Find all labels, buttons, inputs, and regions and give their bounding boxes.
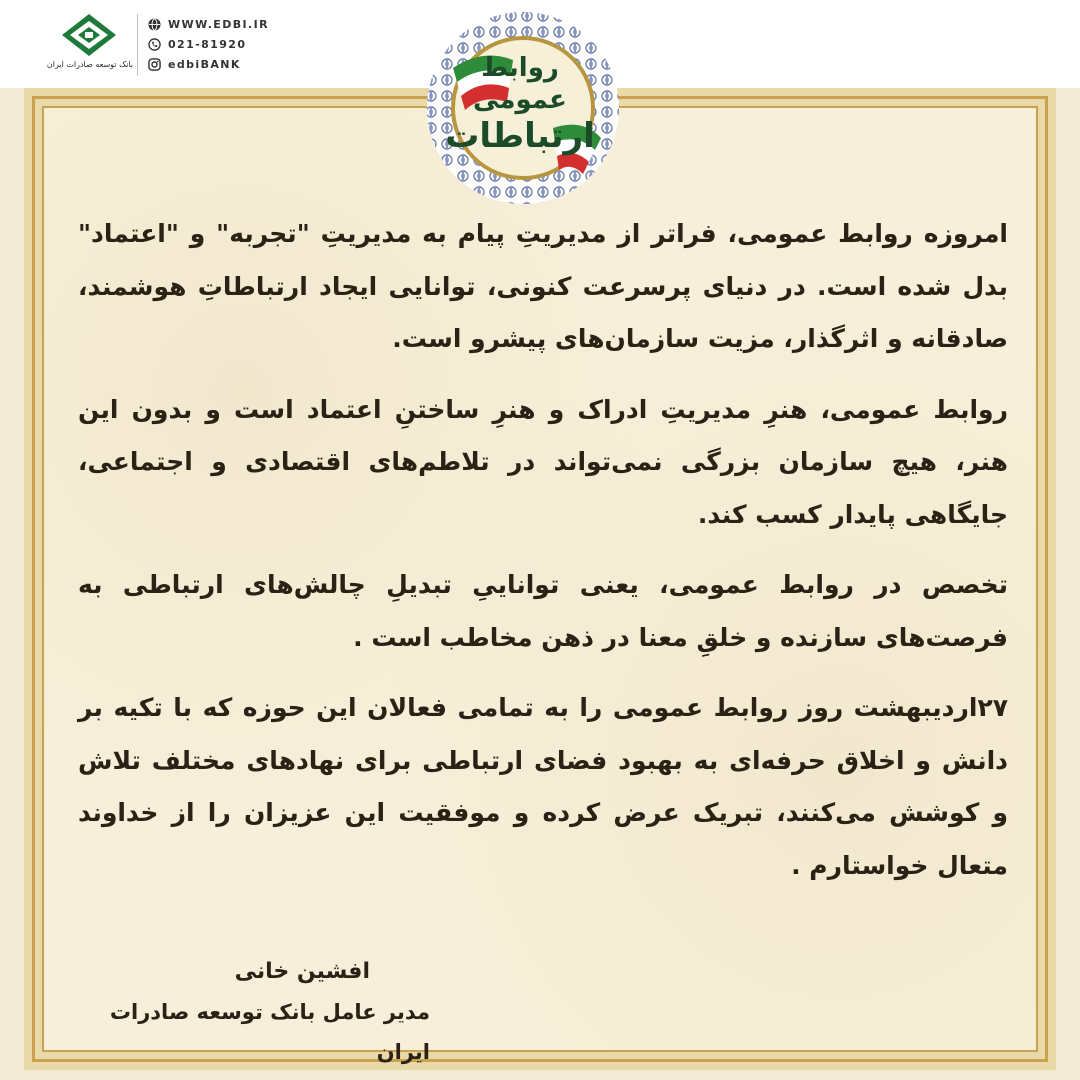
paragraph-3: تخصص در روابط عمومی، یعنی تواناییِ تبدیلِ چالش‌های ارتباطی به فرصت‌های سازنده و خلقِ معنا در ذهن مخاطب است . xyxy=(78,570,1008,652)
signer-name: افشین خانی xyxy=(234,959,370,984)
header-divider xyxy=(137,14,138,76)
contact-block xyxy=(148,14,269,74)
phone-row[interactable] xyxy=(148,34,269,54)
phone-icon xyxy=(148,38,161,51)
instagram-row[interactable] xyxy=(148,54,269,74)
paragraph-4: ۲۷اردیبهشت روز روابط عمومی را به تمامی فعالان این حوزه که با تکیه بر دانش و اخلاق حرفه‌ای به بهبود فضای ارتباطی برای نهادهای مختلف تلاش و کوشش می‌کنند، تبریک عرض کرده و موفقیت این عزیزان را از خداوند متعال خواستارم . xyxy=(78,693,1008,880)
emblem-line-2: ارتباطات xyxy=(445,116,595,156)
phone-text: 021-81920 xyxy=(168,37,247,51)
bank-name: بانک توسعه صادرات ایران xyxy=(46,60,134,69)
edbi-logo xyxy=(58,12,120,58)
paragraph-1: امروزه روابط عمومی، فراتر از مدیریتِ پیام به مدیریتِ "تجربه" و "اعتماد" بدل شده است. در دنیای پرسرعت کنونی، توانایی ایجاد ارتباطاتِ هوشمند، صادقانه و اثرگذار، مزیت سازمان‌های پیشرو است. xyxy=(78,219,1008,353)
instagram-text: edbiBANK xyxy=(168,57,241,71)
signature-block xyxy=(60,952,460,1072)
paragraph-2: روابط عمومی، هنرِ مدیریتِ ادراک و هنرِ ساختنِ اعتماد است و بدون این هنر، هیچ سازمان بزرگی نمی‌تواند در تلاطم‌های اقتصادی و اجتماعی، جایگاهی پایدار کسب کند. xyxy=(78,394,1008,529)
globe-icon xyxy=(148,18,161,31)
message-body xyxy=(78,208,1008,910)
website-text: WWW.EDBI.IR xyxy=(168,17,269,31)
emblem-title xyxy=(440,52,600,156)
emblem-line-1: روابط عمومی xyxy=(473,53,567,115)
signer-title: مدیر عامل بانک توسعه صادرات ایران xyxy=(109,1000,430,1064)
instagram-icon xyxy=(148,58,161,71)
website-row[interactable] xyxy=(148,14,269,34)
